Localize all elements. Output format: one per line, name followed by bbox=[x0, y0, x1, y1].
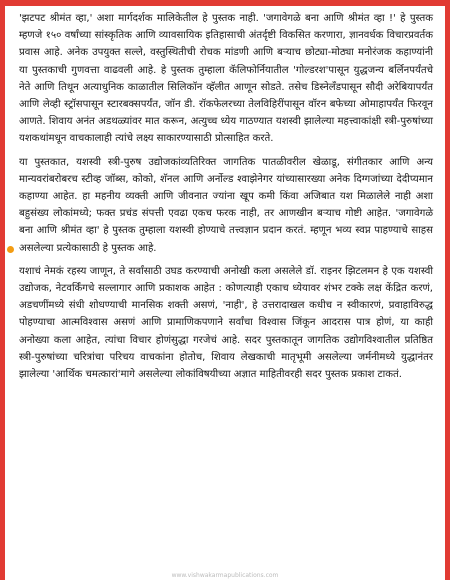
publisher-url: www.vishwakarmapublications.com bbox=[171, 572, 279, 579]
orange-bullet-marker bbox=[7, 246, 14, 253]
blurb-text-block bbox=[5, 6, 445, 383]
blurb-paragraph-2: या पुस्तकात, यशस्वी स्त्री-पुरुष उद्योजकांव्यतिरिक्त जागतिक पातळीवरील खेळाडू, संगीतकार आणि अन्य मान्यवरांबरोबरच स्टीव्ह जॉब्स, कोको, शॅनल आणि अर्नोल्ड श्वाझेनेगर यांच्यासारख्या अनेक दिग्गजांच्या देदीप्यमान कहाण्या आहेत. हा महनीय व्यक्ती आणि जीवनात ज्यांना खूप कमी किंवा अजिबात यश मिळालेले नाही अशा बहुसंख्य लोकांमध्ये; फक्त प्रचंड संपत्ती एवढा एकच फरक नाही, तर आणखीन बऱ्याच गोष्टी आहेत. 'जगावेगळे बना आणि श्रीमंत व्हा' हे पुस्तक तुम्हाला यशस्वी होण्याचे तत्त्वज्ञान प्रदान करतं. म्हणून भव्य स्वप्न पाहण्याचे साहस असलेल्या प्रत्येकासाठी हे पुस्तक आहे. bbox=[19, 156, 433, 254]
blurb-paragraph-3: यशाचं नेमकं रहस्य जाणून, ते सर्वांसाठी उघड करण्याची अनोखी कला असलेले डॉ. राइनर झिटलमन हे एक यशस्वी उद्योजक, नेटवर्किंगचे सल्लागार आणि प्रकाशक आहेत : कोणत्याही एकाच ध्येयावर शंभर टक्के लक्ष केंद्रित करणं, अडचणींमध्ये संधी शोधण्याची मानसिक शक्ती असणं, 'नाही', हे उत्तरादाखल कधीच न स्वीकारणं, प्रवाहाविरुद्ध पोहण्याचा आत्मविश्वास असणं आणि प्रामाणिकपणाने सर्वांचा विश्वास जिंकून आदरास पात्र होणं, या काही अनोख्या कला आहेत, त्यांचा विचार होणंसुद्धा गरजेचं आहे. सदर पुस्तकातून जागतिक उद्योगविश्वातील प्रतिष्ठित स्त्री-पुरुषांच्या चरित्रांचा परिचय वाचकांना होतोच, शिवाय लेखकाची मातृभूमी असलेल्या जर्मनीमध्ये युद्धानंतर झालेल्या 'आर्थिक चमत्कारां'मागे असलेल्या लोकांविषयीच्या अज्ञात माहितीवरही सदर पुस्तक प्रकाश टाकतं. bbox=[19, 265, 433, 381]
blurb-paragraph-1: 'झटपट श्रीमंत व्हा,' अशा मार्गदर्शक मालिकेतील हे पुस्तक नाही. 'जगावेगळे बना आणि श्रीमंत व्हा !' हे पुस्तक म्हणजे १५० वर्षांच्या सांस्कृतिक आणि व्यावसायिक इतिहासाची अंतर्दृष्टी विकसित करणारा, ज्ञानवर्धक विचारप्रवर्तक प्रवास आहे. अनेक उपयुक्त सल्ले, वस्तुस्थितीची रोचक मांडणी आणि बऱ्याच छोट्या-मोठ्या मनोरंजक कहाण्यांनी या पुस्तकाची गुणवत्ता वाढवली आहे. हे पुस्तक तुम्हाला कॅलिफोर्नियातील 'गोल्डरश'पासून युद्धजन्य बर्लिनपर्यंतचे नेते आणि तिथून अत्याधुनिक काळातील सिलिकॉन व्हॅलीत आणून सोडते. तसेच डिस्नेलँडपासून सौदी अरेबियापर्यंत आणि लेव्ही स्ट्रॉसपासून स्टारबक्सपर्यंत, जॉन डी. रॉकफेलरच्या तेलविहिरींपासून वॉरन बफेच्या ओमाहापर्यंत फिरवून आणते. शिवाय अनंत अडथळ्यांवर मात करून, अत्युच्च ध्येय गाठण्यात यशस्वी झालेल्या महत्त्वाकांक्षी स्त्री-पुरुषांच्या यशकथांमधून वाचकालाही त्यांचे लक्ष्य साकारण्यासाठी प्रोत्साहित करते. bbox=[19, 13, 433, 145]
